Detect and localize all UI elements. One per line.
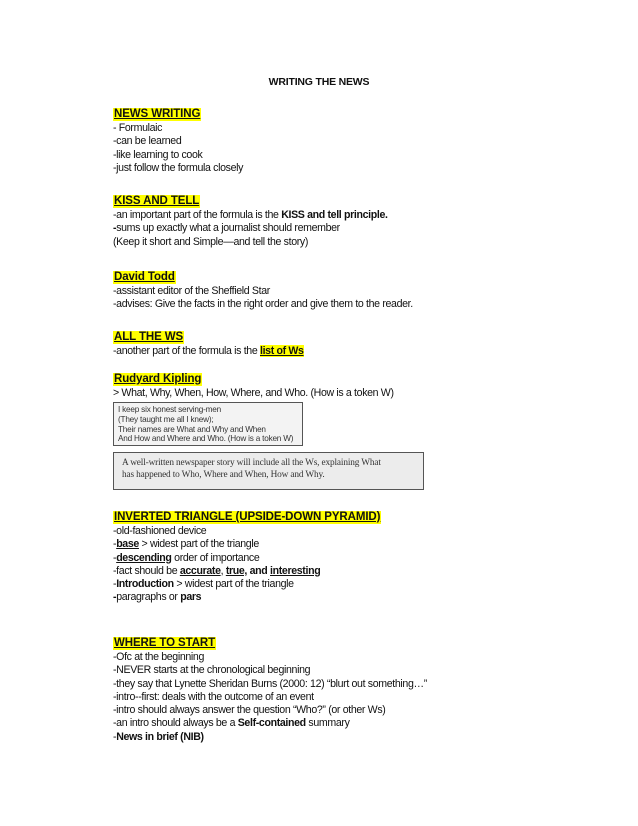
- text-line: -descending order of importance: [113, 551, 260, 564]
- text-line: -advises: Give the facts in the right order and give them to the reader.: [113, 298, 413, 311]
- text-line: -they say that Lynette Sheridan Burns (2000: 12) “blurt out something…”: [113, 677, 427, 690]
- section-kiss-and-tell: [113, 191, 583, 249]
- text-line: -old-fashioned device: [113, 525, 207, 537]
- section-heading: INVERTED TRIANGLE (UPSIDE-DOWN PYRAMID): [114, 511, 381, 523]
- text-line: -fact should be accurate, true, and interesting: [113, 564, 321, 577]
- text-line: -base > widest part of the triangle: [113, 538, 259, 551]
- section-rudyard-kipling: [113, 369, 583, 400]
- text-line: -assistant editor of the Sheffield Star: [113, 285, 270, 297]
- section-all-the-ws: [113, 327, 583, 358]
- section-heading: NEWS WRITING: [114, 108, 201, 120]
- poem-line: Their names are What and Why and When: [118, 424, 266, 434]
- text-line: -intro--first: deals with the outcome of an event: [113, 690, 314, 703]
- text-line: (Keep it short and Simple—and tell the story): [113, 235, 309, 248]
- poem-line: I keep six honest serving-men: [118, 405, 221, 414]
- text-line: > What, Why, When, How, Where, and Who. (How is a token W): [113, 387, 394, 399]
- text-line: -sums up exactly what a journalist should remember: [113, 222, 340, 235]
- text-line: -Ofc at the beginning: [113, 651, 204, 663]
- text-line: -another part of the formula is the list of Ws: [113, 345, 304, 357]
- text-line: -an intro should always be a Self-contained summary: [113, 717, 350, 730]
- text-line: -News in brief (NIB): [113, 730, 204, 743]
- text-line: -like learning to cook: [113, 148, 203, 161]
- section-heading: ALL THE WS: [114, 331, 184, 343]
- section-news-writing: [113, 104, 583, 175]
- text-line: -Introduction > widest part of the triangle: [113, 578, 294, 591]
- text-line: - Formulaic: [113, 122, 163, 134]
- poem-line: (They taught me all I knew);: [118, 414, 214, 424]
- quote-line: A well-written newspaper story will include all the Ws, explaining What: [122, 458, 381, 468]
- page-title: WRITING THE NEWS: [268, 76, 370, 88]
- text-line: -NEVER starts at the chronological beginning: [113, 664, 311, 677]
- text-line: -just follow the formula closely: [113, 161, 244, 174]
- section-where-to-start: [113, 633, 583, 744]
- quote-image: [113, 452, 424, 490]
- section-heading: KISS AND TELL: [114, 195, 200, 207]
- section-inverted-triangle: [113, 507, 583, 605]
- section-heading: Rudyard Kipling: [114, 373, 202, 385]
- section-heading: WHERE TO START: [114, 637, 216, 649]
- poem-image: [113, 402, 303, 446]
- text-line: -an important part of the formula is the KISS and tell principle.: [113, 209, 388, 221]
- section-heading: David Todd: [114, 271, 175, 283]
- text-line: -intro should always answer the question “Who?” (or other Ws): [113, 704, 386, 717]
- poem-line: And How and Where and Who. (How is a token W): [118, 434, 294, 444]
- quote-line: has happened to Who, Where and When, How and Why.: [122, 469, 325, 480]
- text-line: -paragraphs or pars: [113, 591, 202, 604]
- section-david-todd: [113, 267, 583, 312]
- text-line: -can be learned: [113, 135, 182, 148]
